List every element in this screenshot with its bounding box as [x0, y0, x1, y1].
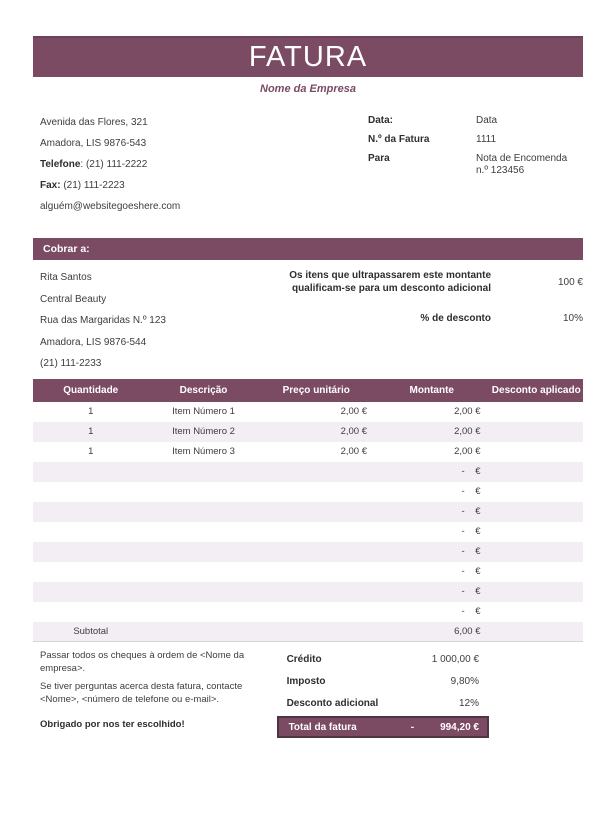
empty-amount: - € — [461, 546, 481, 557]
bill-to-street: Rua das Margaridas N.º 123 — [40, 315, 166, 326]
phone-label: Telefone — [40, 159, 81, 170]
empty-amount: - € — [461, 486, 481, 497]
item-amount: 2,00 € — [454, 406, 481, 417]
empty-amount: - € — [461, 606, 481, 617]
bill-to-address-block — [33, 265, 166, 375]
sender-address-line2: Amadora, LIS 9876-543 — [40, 138, 147, 149]
table-row-empty — [33, 482, 583, 502]
meta-row-para — [368, 153, 583, 177]
table-row-empty — [33, 562, 583, 582]
date-label: Data: — [368, 115, 394, 126]
info-section — [33, 112, 583, 217]
empty-amount: - € — [461, 566, 481, 577]
item-desc: Item Número 1 — [172, 406, 235, 417]
credit-label: Crédito — [286, 653, 322, 665]
additional-discount-row — [277, 692, 489, 714]
header-quantity: Quantidade — [33, 379, 149, 402]
discount-threshold-value: 100 € — [557, 276, 583, 288]
sender-address-line1: Avenida das Flores, 321 — [40, 117, 148, 128]
sender-address-block — [33, 112, 180, 217]
item-discount — [490, 402, 584, 422]
invoice-title: FATURA — [248, 41, 368, 73]
item-desc: Item Número 2 — [172, 426, 235, 437]
sender-fax-line — [40, 175, 180, 196]
item-desc: Item Número 3 — [172, 446, 235, 457]
thank-you-note: Obrigado por nos ter escolhido! — [40, 719, 185, 730]
date-value: Data — [476, 115, 498, 126]
invoice-number-value: 1111 — [476, 134, 497, 145]
invoice-total-value: 994,20 € — [440, 721, 479, 733]
phone-value: : (21) 111-2222 — [80, 159, 148, 170]
cheque-note: Passar todos os cheques à ordem de <Nome da empresa>. — [40, 650, 245, 674]
footer-section — [33, 648, 583, 738]
discount-percent-label: % de desconto — [420, 313, 491, 324]
invoice-number-label: N.º da Fatura — [368, 134, 430, 145]
tax-row — [277, 670, 489, 692]
sender-email: alguém@websitegoeshere.com — [40, 201, 181, 212]
para-value: Nota de Encomenda n.º 123456 — [476, 153, 568, 176]
header-description: Descrição — [149, 379, 259, 402]
para-label: Para — [368, 153, 390, 164]
item-amount: 2,00 € — [454, 446, 481, 457]
header-unit-price: Preço unitário — [259, 379, 375, 402]
item-qty: 1 — [88, 426, 94, 437]
discount-percent-row — [253, 312, 583, 325]
table-row-empty — [33, 522, 583, 542]
line-items-table — [33, 379, 583, 643]
table-row-empty — [33, 582, 583, 602]
item-price: 2,00 € — [340, 406, 367, 417]
table-row-empty — [33, 542, 583, 562]
meta-row-date — [368, 115, 583, 127]
tax-value: 9,80% — [450, 675, 479, 687]
empty-amount: - € — [461, 506, 481, 517]
item-price: 2,00 € — [340, 446, 367, 457]
subtotal-value: 6,00 € — [454, 625, 481, 637]
empty-amount: - € — [461, 526, 481, 537]
invoice-meta-block — [368, 112, 583, 217]
discount-threshold-label: Os itens que ultrapassarem este montante qualificam-se para um desconto adicional — [289, 270, 491, 294]
table-row-empty — [33, 602, 583, 622]
discount-info-block — [253, 265, 583, 375]
discount-percent-value: 10% — [562, 313, 583, 324]
item-amount: 2,00 € — [454, 426, 481, 437]
bill-to-city: Amadora, LIS 9876-544 — [40, 336, 147, 348]
additional-discount-value: 12% — [458, 697, 479, 709]
item-qty: 1 — [88, 406, 94, 417]
empty-amount: - € — [461, 586, 481, 597]
table-row — [33, 442, 583, 462]
discount-threshold-row — [253, 269, 583, 295]
table-header-row — [33, 379, 583, 402]
table-row-empty — [33, 462, 583, 482]
bill-to-section — [33, 265, 583, 375]
header-discount-applied: Desconto aplicado — [490, 379, 584, 402]
item-discount — [490, 422, 584, 442]
sender-phone-line — [40, 154, 180, 175]
footer-notes — [33, 648, 277, 738]
invoice-total-dash: - — [410, 721, 415, 733]
invoice-total-label: Total da fatura — [288, 721, 357, 733]
invoice-total-bar — [277, 716, 489, 738]
table-row — [33, 402, 583, 422]
credit-value: 1 000,00 € — [431, 653, 479, 665]
table-row-empty — [33, 502, 583, 522]
fax-label: Fax: — [40, 180, 61, 191]
totals-block — [277, 648, 489, 738]
empty-amount: - € — [461, 466, 481, 477]
invoice-title-banner — [33, 36, 583, 77]
item-discount — [490, 442, 584, 462]
invoice-page — [0, 36, 616, 836]
bill-to-header-bar — [33, 238, 583, 260]
table-row — [33, 422, 583, 442]
item-price: 2,00 € — [340, 426, 367, 437]
bill-to-name: Rita Santos — [40, 272, 92, 283]
credit-row — [277, 648, 489, 670]
meta-row-invoice-number — [368, 134, 583, 146]
tax-label: Imposto — [286, 675, 326, 687]
bill-to-company: Central Beauty — [40, 293, 107, 305]
fax-value: (21) 111-2223 — [60, 180, 125, 191]
company-name: Nome da Empresa — [260, 83, 356, 95]
contact-note: Se tiver perguntas acerca desta fatura, contacte <Nome>, <número de telefone ou e-mail>. — [40, 681, 243, 705]
item-qty: 1 — [88, 446, 94, 457]
bill-to-phone: (21) 111-2233 — [40, 358, 102, 369]
header-amount: Montante — [374, 379, 490, 402]
subtotal-label: Subtotal — [73, 625, 109, 637]
additional-discount-label: Desconto adicional — [286, 697, 379, 709]
subtotal-row — [33, 622, 583, 642]
bill-to-header: Cobrar a: — [43, 243, 90, 255]
